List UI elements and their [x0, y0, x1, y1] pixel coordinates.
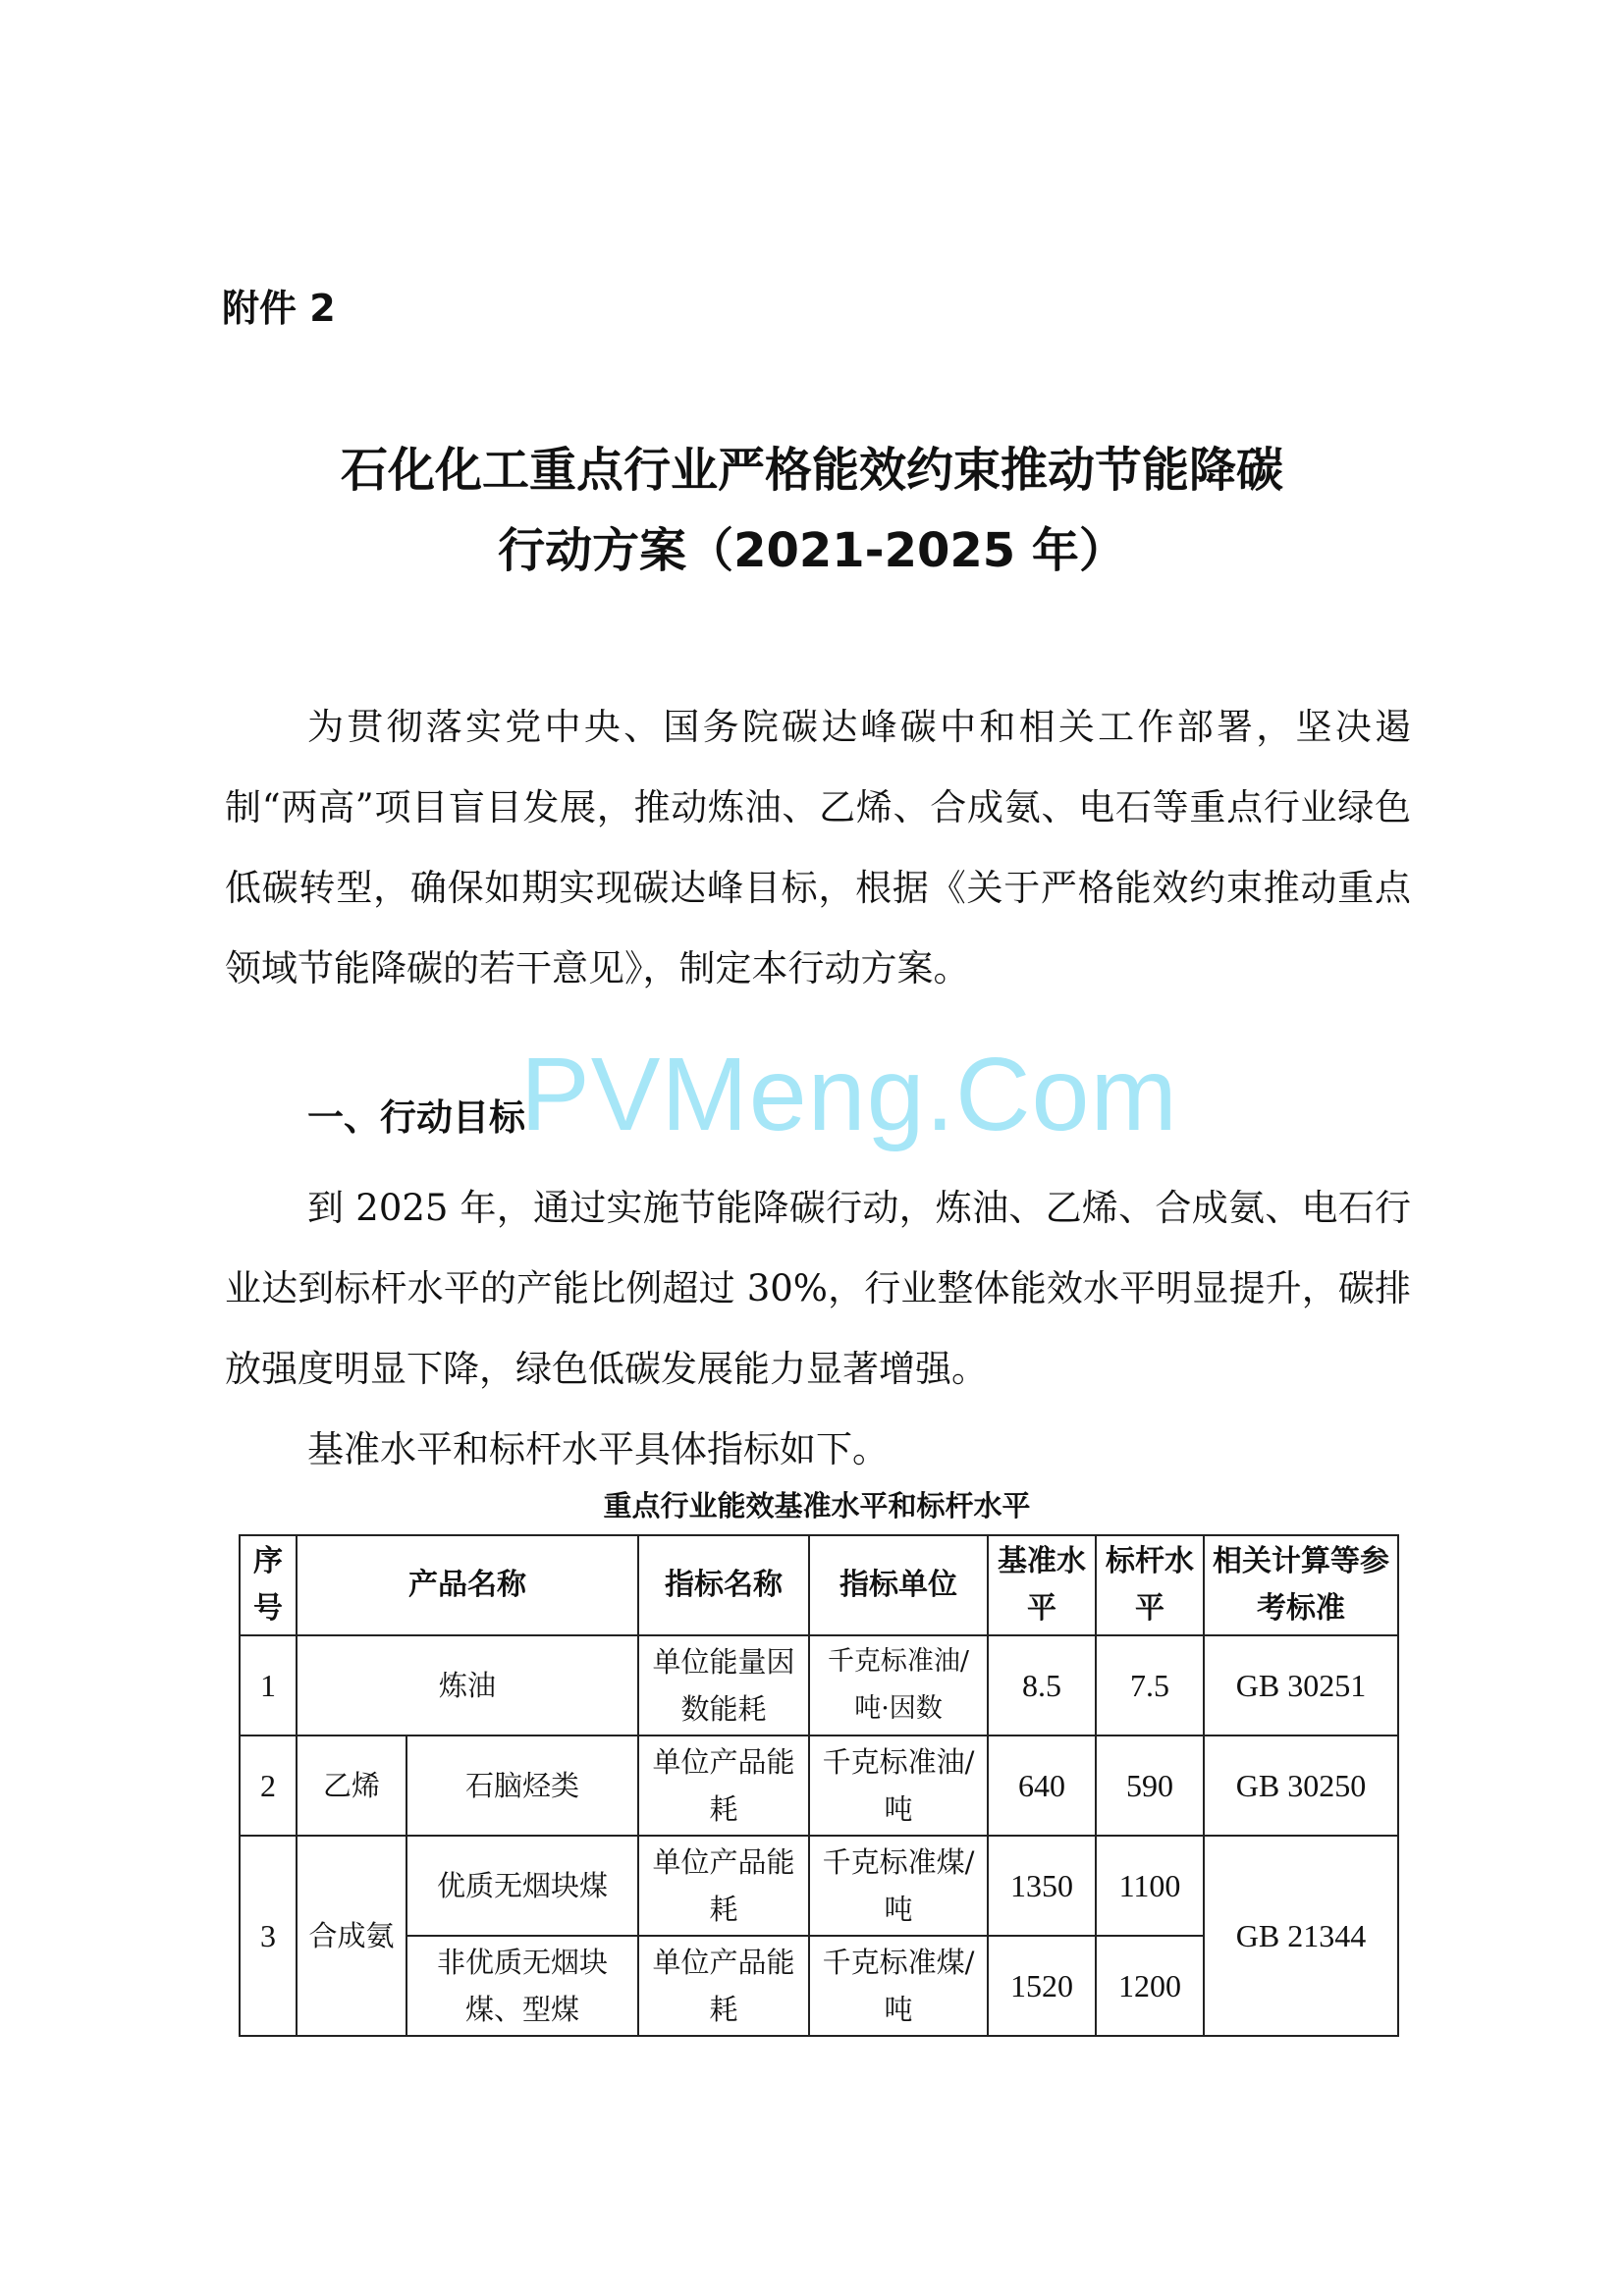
cell-benchmark: 7.5	[1096, 1635, 1204, 1735]
header-indicator: 指标名称	[638, 1535, 809, 1635]
cell-baseline: 8.5	[988, 1635, 1096, 1735]
cell-unit: 千克标准油/吨	[809, 1735, 988, 1836]
efficiency-table	[239, 1534, 1399, 2037]
cell-baseline: 640	[988, 1735, 1096, 1836]
attachment-label: 附件 2	[222, 287, 336, 330]
cell-indicator: 单位产品能耗	[638, 1836, 809, 1936]
cell-benchmark: 590	[1096, 1735, 1204, 1836]
goals-paragraph: 到 2025 年，通过实施节能降碳行动，炼油、乙烯、合成氨、电石行业达到标杆水平的产能比例超过 30%，行业整体能效水平明显提升，碳排放强度明显下降，绿色低碳发展能力显著增强。	[225, 1187, 1411, 1390]
table-row	[240, 1836, 1398, 1936]
section-heading-goals: 一、行动目标	[307, 1096, 525, 1139]
cell-standard: GB 30250	[1204, 1735, 1398, 1836]
cell-seq: 1	[240, 1635, 297, 1735]
cell-product: 炼油	[297, 1635, 638, 1735]
header-baseline: 基准水平	[988, 1535, 1096, 1635]
table-header-row	[240, 1535, 1398, 1635]
header-product: 产品名称	[297, 1535, 638, 1635]
cell-benchmark: 1100	[1096, 1836, 1204, 1936]
cell-indicator: 单位产品能耗	[638, 1735, 809, 1836]
header-benchmark: 标杆水平	[1096, 1535, 1204, 1635]
cell-subproduct: 优质无烟块煤	[406, 1836, 638, 1936]
table-lead-in: 基准水平和标杆水平具体指标如下。	[307, 1428, 889, 1470]
intro-paragraph: 为贯彻落实党中央、国务院碳达峰碳中和相关工作部署，坚决遏制“两高”项目盲目发展，推动炼油、乙烯、合成氨、电石等重点行业绿色低碳转型，确保如期实现碳达峰目标，根据《关于严格能效约束推动重点领域节能降碳的若干意见》，制定本行动方案。	[225, 706, 1411, 989]
cell-product: 合成氨	[297, 1836, 406, 2036]
header-unit: 指标单位	[809, 1535, 988, 1635]
cell-subproduct: 非优质无烟块煤、型煤	[406, 1936, 638, 2036]
cell-indicator: 单位能量因数能耗	[638, 1635, 809, 1735]
header-standard: 相关计算等参考标准	[1204, 1535, 1398, 1635]
cell-baseline: 1520	[988, 1936, 1096, 2036]
document-title-line2: 行动方案（2021-2025 年）	[498, 523, 1126, 578]
cell-subproduct: 石脑烃类	[406, 1735, 638, 1836]
watermark: PVMeng.Com	[520, 1037, 1178, 1152]
cell-unit: 千克标准煤/吨	[809, 1836, 988, 1936]
cell-product: 乙烯	[297, 1735, 406, 1836]
document-title-line1: 石化化工重点行业严格能效约束推动节能降碳	[340, 443, 1283, 498]
table-row	[240, 1735, 1398, 1836]
cell-seq: 2	[240, 1735, 297, 1836]
cell-standard: GB 21344	[1204, 1836, 1398, 2036]
cell-unit: 千克标准煤/吨	[809, 1936, 988, 2036]
table-caption: 重点行业能效基准水平和标杆水平	[603, 1489, 1031, 1522]
cell-baseline: 1350	[988, 1836, 1096, 1936]
header-seq: 序号	[240, 1535, 297, 1635]
cell-unit: 千克标准油/吨·因数	[809, 1635, 988, 1735]
cell-indicator: 单位产品能耗	[638, 1936, 809, 2036]
cell-benchmark: 1200	[1096, 1936, 1204, 2036]
cell-standard: GB 30251	[1204, 1635, 1398, 1735]
cell-seq: 3	[240, 1836, 297, 2036]
table-row	[240, 1635, 1398, 1735]
